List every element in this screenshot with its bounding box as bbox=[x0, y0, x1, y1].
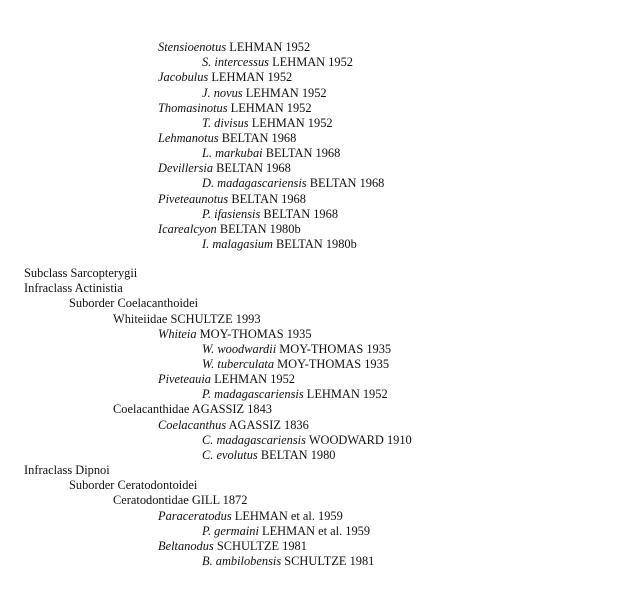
taxon-authority: LEHMAN 1952 bbox=[229, 40, 311, 54]
taxon-name: Infraclass Actinistia bbox=[24, 281, 123, 296]
taxon-name: W. woodwardii bbox=[202, 341, 277, 356]
taxon-line bbox=[158, 372, 295, 387]
taxon-name: Ceratodontidae bbox=[113, 493, 189, 508]
taxon-name: Piveteaunotus bbox=[158, 191, 229, 206]
taxon-line bbox=[202, 237, 357, 252]
taxon-name: Piveteauia bbox=[158, 372, 211, 387]
taxon-name: P. ifasiensis bbox=[202, 206, 261, 221]
taxon-authority: SCHULTZE 1981 bbox=[216, 538, 307, 553]
taxon-name: P. germaini bbox=[202, 523, 259, 538]
taxon-authority: LEHMAN 1952 bbox=[306, 387, 388, 402]
taxon-authority: GILL 1872 bbox=[191, 493, 248, 508]
taxon-line bbox=[202, 357, 389, 372]
taxon-name: Whiteia bbox=[158, 326, 197, 341]
taxon-authority: MOY-THOMAS 1935 bbox=[277, 357, 390, 371]
taxon-line bbox=[158, 192, 306, 207]
taxon-authority: LEHMAN 1952 bbox=[272, 55, 353, 70]
taxon-authority: BELTAN 1968 bbox=[265, 146, 341, 161]
taxon-line bbox=[158, 131, 296, 146]
taxon-name: B. ambilobensis bbox=[202, 553, 282, 568]
taxon-authority: WOODWARD 1910 bbox=[308, 432, 412, 447]
taxon-name: P. madagascariensis bbox=[202, 387, 304, 402]
taxon-name: Subclass Sarcopterygii bbox=[24, 266, 138, 281]
taxon-authority: BELTAN 1968 bbox=[263, 206, 339, 221]
taxon-authority: BELTAN 1968 bbox=[309, 176, 385, 191]
taxon-authority: LEHMAN 1952 bbox=[214, 372, 295, 387]
taxon-name: Beltanodus bbox=[158, 538, 214, 553]
taxon-name: Icarealcyon bbox=[158, 221, 217, 236]
taxon-name: L. markubai bbox=[202, 146, 263, 161]
taxon-line bbox=[113, 312, 261, 327]
taxon-line bbox=[24, 281, 123, 296]
taxon-name: Devillersia bbox=[158, 161, 214, 176]
taxon-line bbox=[158, 509, 343, 524]
taxon-authority: SCHULTZE 1993 bbox=[170, 311, 261, 326]
taxon-line bbox=[158, 40, 310, 55]
taxon-authority: BELTAN 1980 bbox=[260, 447, 336, 462]
taxon-line bbox=[202, 342, 391, 357]
taxon-name: Coelacanthidae bbox=[113, 402, 190, 417]
taxon-line bbox=[202, 448, 336, 463]
taxon-line bbox=[69, 296, 198, 311]
taxon-name: D. madagascariensis bbox=[202, 176, 307, 191]
taxon-line bbox=[202, 207, 338, 222]
taxon-authority: BELTAN 1980b bbox=[219, 221, 301, 236]
taxon-name: Coelacanthus bbox=[158, 417, 227, 432]
taxon-authority: BELTAN 1968 bbox=[216, 161, 291, 176]
taxon-name: W. tuberculata bbox=[202, 357, 275, 371]
taxon-name: Paraceratodus bbox=[158, 508, 232, 523]
taxon-line bbox=[202, 433, 412, 448]
taxon-line bbox=[158, 101, 312, 116]
taxon-line bbox=[24, 266, 137, 281]
taxon-line bbox=[158, 70, 292, 85]
taxon-name: Lehmanotus bbox=[158, 130, 219, 145]
taxon-line bbox=[24, 463, 110, 478]
taxon-name: Suborder Coelacanthoidei bbox=[69, 296, 199, 311]
taxon-line bbox=[158, 327, 312, 342]
taxon-line bbox=[202, 387, 388, 402]
taxon-authority: BELTAN 1968 bbox=[221, 130, 297, 145]
taxon-line bbox=[202, 554, 374, 569]
taxon-line bbox=[202, 116, 333, 131]
taxon-line bbox=[202, 524, 370, 539]
taxon-name: J. novus bbox=[202, 85, 243, 100]
taxon-name: S. intercessus bbox=[202, 55, 269, 70]
taxon-line bbox=[202, 146, 340, 161]
taxon-line bbox=[202, 55, 353, 70]
taxon-authority: LEHMAN 1952 bbox=[251, 115, 333, 130]
taxon-name: I. malagasium bbox=[202, 237, 273, 251]
taxon-authority: AGASSIZ 1836 bbox=[228, 417, 309, 432]
taxon-authority: MOY-THOMAS 1935 bbox=[199, 326, 312, 341]
taxon-authority: LEHMAN 1952 bbox=[211, 70, 293, 85]
taxon-line bbox=[158, 539, 307, 554]
taxon-line bbox=[158, 222, 301, 237]
taxon-authority: LEHMAN 1952 bbox=[230, 100, 312, 115]
taxon-line bbox=[158, 418, 309, 433]
taxon-line bbox=[69, 478, 197, 493]
taxon-line bbox=[202, 86, 327, 101]
taxon-authority: LEHMAN 1952 bbox=[245, 85, 327, 100]
taxon-name: C. evolutus bbox=[202, 447, 258, 462]
taxon-authority: MOY-THOMAS 1935 bbox=[279, 341, 392, 356]
taxon-authority: SCHULTZE 1981 bbox=[284, 553, 375, 568]
taxon-name: Thomasinotus bbox=[158, 100, 228, 115]
taxon-name: Jacobulus bbox=[158, 70, 209, 85]
taxon-name: Stensioenotus bbox=[158, 40, 227, 54]
taxon-name: Whiteiidae bbox=[113, 311, 168, 326]
taxon-line bbox=[202, 176, 384, 191]
taxon-name: Infraclass Dipnoi bbox=[24, 463, 110, 477]
taxon-line bbox=[113, 402, 272, 417]
taxon-name: C. madagascariensis bbox=[202, 432, 306, 447]
taxon-authority: BELTAN 1980b bbox=[276, 237, 357, 251]
taxon-authority: BELTAN 1968 bbox=[231, 191, 306, 206]
taxon-authority: LEHMAN et al. 1959 bbox=[262, 523, 371, 538]
taxon-authority: LEHMAN et al. 1959 bbox=[234, 508, 343, 523]
taxon-line bbox=[113, 493, 247, 508]
taxon-name: T. divisus bbox=[202, 115, 249, 130]
taxon-line bbox=[158, 161, 291, 176]
taxon-name: Suborder Ceratodontoidei bbox=[69, 478, 198, 493]
taxon-authority: AGASSIZ 1843 bbox=[191, 402, 272, 417]
